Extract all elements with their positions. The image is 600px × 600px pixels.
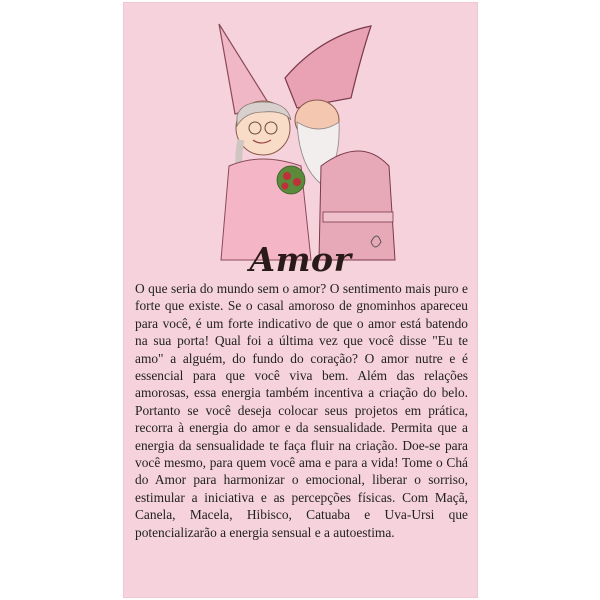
card-title: Amor: [249, 240, 352, 279]
gnome-couple-illustration: [201, 16, 401, 264]
oracle-card: [123, 2, 478, 598]
card-body-text: O que seria do mundo sem o amor? O sentimento mais puro e forte que existe. Se o casal amoroso de gnominhos apareceu para você, é um forte indicativo de que o amor está batendo na sua porta! Qual foi a última vez que você disse "Eu te amo" a alguém, do fundo do coração? O amor nutre e é essencial para que você viva bem. Além das relações amorosas, essa energia também incentiva a criação do belo. Portanto se você deseja colocar seus projetos em prática, recorra à energia do amor e da sensualidade. Permita que a energia da sensualidade te faça fluir na criação. Doe-se para você mesmo, para quem você ama e para a vida! Tome o Chá do Amor para harmonizar o emocional, liberar o sorriso, estimular a iniciativa e as percepções físicas. Com Maçã, Canela, Macela, Hibisco, Catuaba e Uva-Ursi que potencializarão a energia sensual e a autoestima.: [135, 281, 468, 540]
